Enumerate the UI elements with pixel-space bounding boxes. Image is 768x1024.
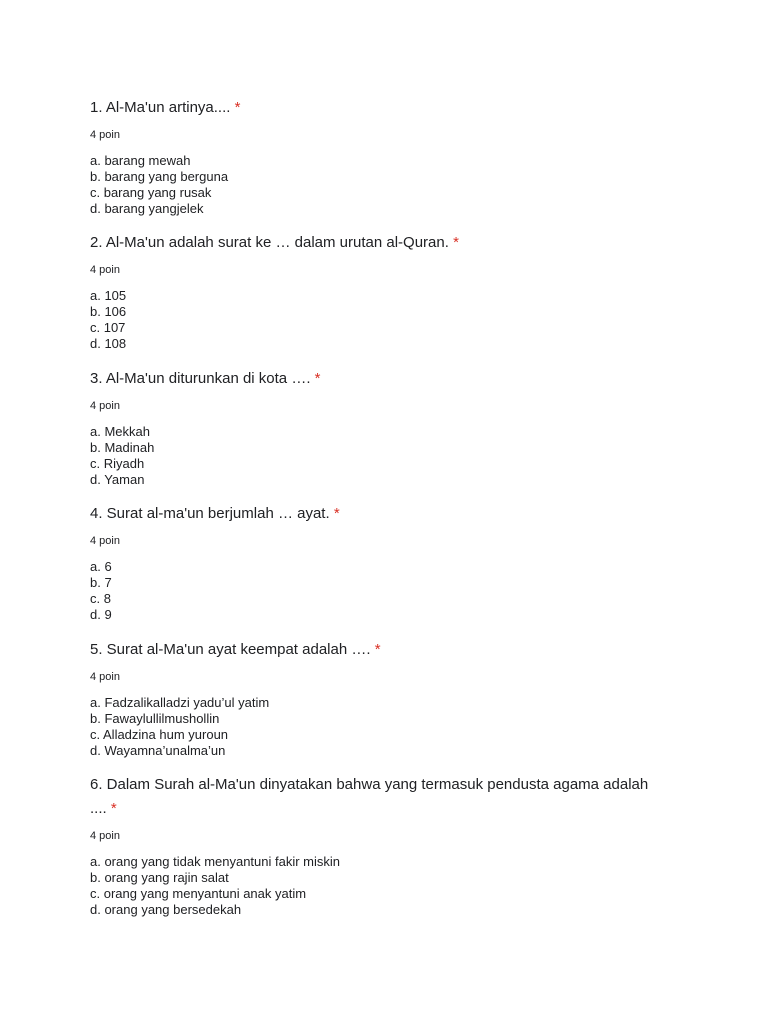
question-3 [90,367,321,488]
question-1 [90,96,240,217]
question-2 [90,231,459,352]
option-c: c. Alladzina hum yuroun [90,727,229,742]
options-list [90,424,321,488]
option-d: d. 108 [90,336,127,351]
question-5 [90,638,381,759]
question-title [90,96,240,120]
required-asterisk: * [374,641,381,658]
question-points: 4 poin [90,830,120,842]
question-title [90,773,650,821]
question-points: 4 poin [90,671,120,683]
option-b: b. orang yang rajin salat [90,870,229,885]
option-c: c. 107 [90,320,126,335]
option-d: d. 9 [90,607,112,622]
option-b: b. Fawaylullilmushollin [90,711,220,726]
option-a: a. Fadzalikalladzi yadu’ul yatim [90,695,270,710]
question-text: 2. Al-Ma'un adalah surat ke … dalam urutan al-Quran. [90,234,449,251]
question-text: 6. Dalam Surah al-Ma'un dinyatakan bahwa yang termasuk pendusta agama adalah .... [90,776,649,817]
option-a: a. 105 [90,288,127,303]
options-list [90,854,650,918]
required-asterisk: * [314,370,321,387]
option-d: d. Wayamna’unalma’un [90,743,226,758]
question-6 [90,773,650,918]
options-list [90,695,381,759]
question-text: 3. Al-Ma'un diturunkan di kota …. [90,370,311,387]
required-asterisk: * [234,99,241,116]
option-d: d. barang yangjelek [90,201,204,216]
option-d: d. Yaman [90,472,145,487]
question-title [90,231,459,255]
option-b: b. 106 [90,304,127,319]
option-a: a. Mekkah [90,424,150,439]
option-c: c. Riyadh [90,456,145,471]
option-d: d. orang yang bersedekah [90,902,242,917]
question-points: 4 poin [90,535,120,547]
option-b: b. 7 [90,575,112,590]
options-list [90,559,340,623]
question-text: 1. Al-Ma'un artinya.... [90,99,231,116]
option-b: b. Madinah [90,440,155,455]
options-list [90,153,240,217]
options-list [90,288,459,352]
question-points: 4 poin [90,264,120,276]
option-c: c. orang yang menyantuni anak yatim [90,886,307,901]
question-points: 4 poin [90,129,120,141]
option-a: a. barang mewah [90,153,191,168]
question-text: 4. Surat al-ma'un berjumlah … ayat. [90,505,330,522]
required-asterisk: * [333,505,340,522]
question-title [90,502,340,526]
option-c: c. 8 [90,591,111,606]
required-asterisk: * [453,234,459,251]
question-text: 5. Surat al-Ma'un ayat keempat adalah …. [90,641,371,658]
question-title [90,638,381,662]
question-points: 4 poin [90,400,120,412]
option-a: a. 6 [90,559,112,574]
required-asterisk: * [110,800,117,817]
option-b: b. barang yang berguna [90,169,229,184]
question-4 [90,502,340,623]
question-title [90,367,321,391]
option-a: a. orang yang tidak menyantuni fakir miskin [90,854,341,869]
option-c: c. barang yang rusak [90,185,212,200]
